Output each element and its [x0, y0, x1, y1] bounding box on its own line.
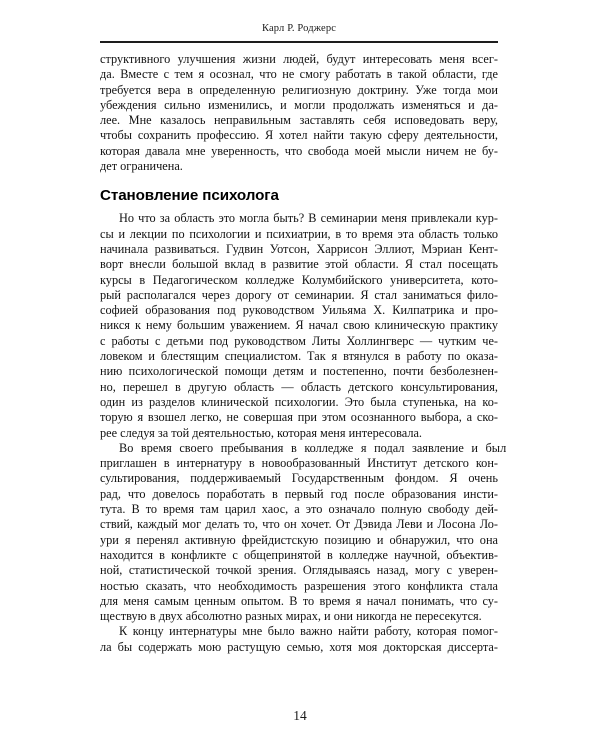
text-line: К концу интернатуры мне было важно найти работу, которая помог- — [119, 624, 498, 639]
text-line: ствий, каждый мог делать то, что он хочет. От Дэвида Леви и Лосона Ло- — [100, 517, 498, 532]
text-line: тута. В то время там царил хаос, а это означало полную свободу дей- — [100, 502, 498, 517]
text-line: да. Вместе с тем я осознал, что не смогу работать в такой области, где — [100, 67, 498, 82]
text-line: сультирования, поддерживаемый Государственным фондом. Я очень — [100, 471, 498, 486]
text-line: ворт внесли большой вклад в развитие этой области. Я стал посещать — [100, 257, 498, 272]
text-line: ловеком и блестящим специалистом. Так я втянулся в работу по оказа- — [100, 349, 498, 364]
text-line: ури я перенял активную фрейдистскую позицию и обнаружил, что она — [100, 532, 498, 547]
paragraph — [100, 52, 498, 174]
header-rule — [100, 41, 498, 43]
text-line: один из разделов клинической психологии. Это была ступенька, на ко- — [100, 394, 498, 409]
text-line: но, перешел в другую область — область детского консультирования, — [100, 379, 498, 394]
text-line: приглашен в интернатуру в новообразованный Институт детского кон- — [100, 456, 498, 471]
text-line: ной, статистической точкой зрения. Оглядываясь назад, могу с уверен- — [100, 563, 498, 578]
text-line: для меня самым ценным опытом. В то время я начал понимать, что су- — [100, 593, 498, 608]
text-line: с работы с детьми под руководством Литы Холлингверс — чутким че- — [100, 333, 498, 348]
paragraph — [100, 440, 507, 625]
text-line: никся к нему большим уважением. Я начал свою клиническую практику — [100, 318, 498, 333]
text-line: находится в конфликте с общепринятой в колледже научной, объектив- — [100, 547, 498, 562]
text-line: убеждения сильно изменились, и могли продолжать изменяться и да- — [100, 97, 498, 112]
text-line: торую я взошел легко, не совершая при этом осознанного выбора, а ско- — [100, 410, 498, 425]
text-line: требуется вера в определенную религиозную доктрину. Уже тогда мои — [100, 82, 498, 97]
text-line: ла бы содержать мою растущую семью, хотя моя докторская диссерта- — [100, 639, 498, 654]
text-line: структивного улучшения жизни людей, будут интересовать меня всег- — [100, 52, 498, 66]
text-line: нию психологической помощи детям и постепенно, почти безболезнен- — [100, 364, 498, 379]
text-line: дет ограничена. — [100, 159, 183, 174]
text-line: ностью сказать, что необходимость разрешения этого конфликта стала — [100, 578, 498, 593]
text-block — [100, 52, 507, 655]
text-line: ществую в двух абсолютно разных мирах, и они никогда не пересекутся. — [100, 609, 482, 624]
paragraph — [100, 624, 498, 655]
text-line: лее. Мне казалось неправильным заставлять себя исповедовать веру, — [100, 113, 498, 128]
text-line: сы и лекции по психологии и психиатрии, в то время эта область только — [100, 226, 498, 241]
text-line: Но что за область это могла быть? В семинарии меня привлекали кур- — [119, 211, 498, 226]
page-number: 14 — [293, 708, 307, 723]
text-line: чтобы сохранить профессию. Я хотел найти такую сферу деятельности, — [100, 128, 498, 143]
section-heading: Становление психолога — [100, 187, 279, 205]
text-line: рее следуя за той деятельностью, которая меня интересовала. — [100, 425, 422, 440]
text-line: рад, что довелось поработать в первый год после образования инсти- — [100, 486, 498, 501]
text-line: курсы в Педагогическом колледже Колумбийского университета, кото- — [100, 272, 498, 287]
running-head: Карл Р. Роджерс — [261, 23, 337, 34]
text-line: софией образования под руководством Уильяма Х. Килпатрика и про- — [100, 303, 498, 318]
text-line: рый располагался через дорогу от семинарии. Я стал заниматься фило- — [100, 287, 498, 302]
paragraph — [100, 211, 498, 440]
text-line: начинала развиваться. Гудвин Уотсон, Харрисон Эллиот, Мэриан Кент- — [100, 241, 498, 256]
text-line: Во время своего пребывания в колледже я подал заявление и был — [119, 440, 507, 455]
text-line: которая давала мне уверенность, что свобода моей мысли ничем не бу- — [100, 143, 498, 158]
